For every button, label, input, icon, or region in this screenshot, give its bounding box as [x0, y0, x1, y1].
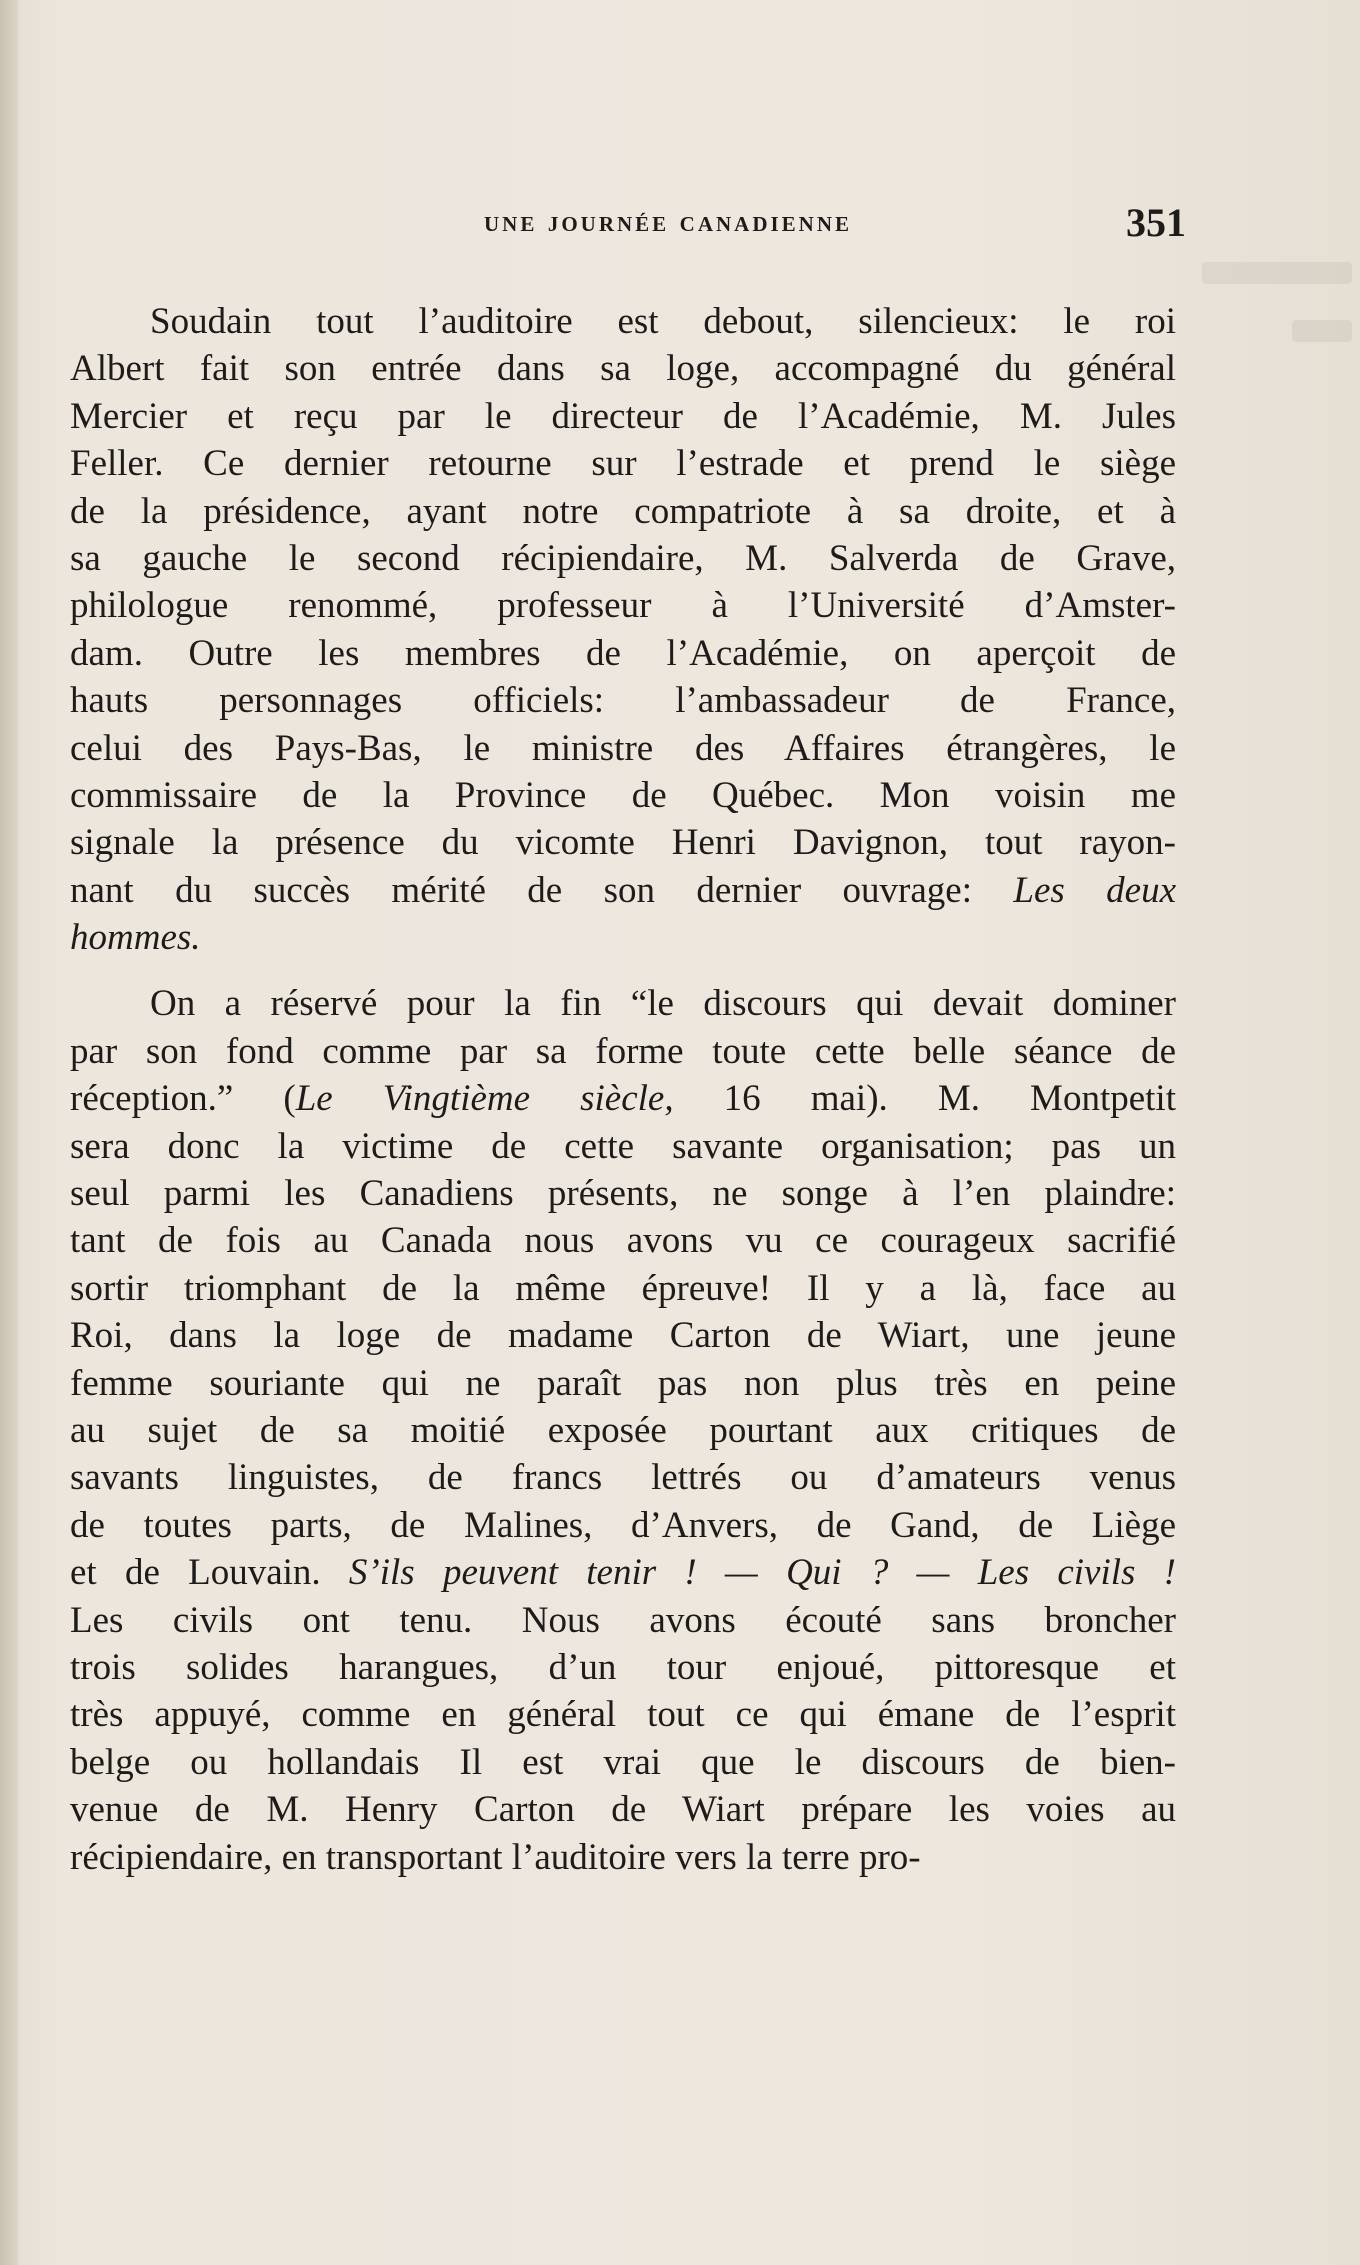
text-segment: commissaire de la Province de Québec. Mon voisin me: [70, 774, 1176, 816]
text-segment: nant du succès mérité de son dernier ouvrage:: [70, 869, 1014, 911]
text-segment: sera donc la victime de cette savante organisation; pas un: [70, 1125, 1176, 1167]
text-line: [70, 1691, 1176, 1738]
text-line: [70, 393, 1176, 440]
text-line: [70, 1644, 1176, 1691]
text-line: [70, 1028, 1176, 1075]
text-segment: seul parmi les Canadiens présents, ne songe à l’en plaindre:: [70, 1173, 1176, 1215]
text-segment: Mercier et reçu par le directeur de l’Académie, M. Jules: [70, 395, 1176, 437]
text-line: [70, 440, 1176, 487]
text-line: [70, 1123, 1176, 1170]
text-segment: de la présidence, ayant notre compatriote à sa droite, et à: [70, 490, 1176, 532]
text-line: [70, 1265, 1176, 1312]
text-segment: signale la présence du vicomte Henri Davignon, tout rayon-: [70, 822, 1176, 864]
text-line: [70, 1549, 1176, 1596]
text-segment: philologue renommé, professeur à l’Université d’Amster-: [70, 585, 1176, 627]
running-head: [150, 200, 1186, 255]
italic-text: hommes.: [70, 917, 201, 959]
text-line: [70, 1786, 1176, 1833]
show-through-mark: [1202, 262, 1352, 284]
text-segment: réception.” (: [70, 1078, 296, 1120]
text-line: [70, 914, 1176, 961]
text-segment: femme souriante qui ne paraît pas non plus très en peine: [70, 1362, 1176, 1404]
text-line: [70, 819, 1176, 866]
text-segment: tant de fois au Canada nous avons vu ce courageux sacrifié: [70, 1220, 1176, 1262]
text-segment: hauts personnages officiels: l’ambassadeur de France,: [70, 680, 1176, 722]
text-segment: Feller. Ce dernier retourne sur l’estrade et prend le siège: [70, 443, 1176, 485]
body-text: [70, 298, 1176, 1881]
text-segment: sa gauche le second récipiendaire, M. Salverda de Grave,: [70, 537, 1176, 579]
text-line: [70, 1597, 1176, 1644]
page-number: 351: [1126, 200, 1186, 245]
text-segment: Albert fait son entrée dans sa loge, accompagné du général: [70, 348, 1176, 390]
text-segment: 16 mai). M. Montpetit: [673, 1078, 1176, 1120]
text-line: [70, 1170, 1176, 1217]
text-segment: très appuyé, comme en général tout ce qui émane de l’esprit: [70, 1694, 1176, 1736]
text-line: [70, 980, 1176, 1027]
text-segment: de toutes parts, de Malines, d’Anvers, de Gand, de Liège: [70, 1504, 1176, 1546]
text-line: [70, 298, 1176, 345]
text-line: [70, 772, 1176, 819]
text-line: [70, 1502, 1176, 1549]
text-line: [70, 488, 1176, 535]
text-segment: au sujet de sa moitié exposée pourtant aux critiques de: [70, 1409, 1176, 1451]
text-segment: Les civils ont tenu. Nous avons écouté sans broncher: [70, 1599, 1176, 1641]
italic-text: S’ils peuvent tenir ! — Qui ? — Les civils !: [348, 1552, 1176, 1594]
text-segment: savants linguistes, de francs lettrés ou d’amateurs venus: [70, 1457, 1176, 1499]
text-line: [70, 1360, 1176, 1407]
text-line: [70, 1739, 1176, 1786]
text-line: [70, 1454, 1176, 1501]
text-line: [70, 582, 1176, 629]
text-line: [70, 535, 1176, 582]
running-title: une journée canadienne: [483, 205, 853, 238]
text-segment: dam. Outre les membres de l’Académie, on aperçoit de: [70, 632, 1176, 674]
text-segment: trois solides harangues, d’un tour enjoué, pittoresque et: [70, 1646, 1176, 1688]
italic-text: Les deux: [1013, 869, 1177, 911]
text-segment: et de Louvain.: [70, 1552, 349, 1594]
text-line: [70, 1217, 1176, 1264]
paragraph-gap: [70, 961, 1176, 980]
text-line: [70, 1834, 1176, 1881]
text-segment: Soudain tout l’auditoire est debout, silencieux: le roi: [150, 301, 1176, 342]
text-segment: belge ou hollandais Il est vrai que le discours de bien-: [70, 1741, 1176, 1783]
text-segment: celui des Pays-Bas, le ministre des Affaires étrangères, le: [70, 727, 1176, 769]
text-segment: récipiendaire, en transportant l’auditoire vers la terre pro-: [70, 1836, 921, 1878]
text-segment: Roi, dans la loge de madame Carton de Wiart, une jeune: [70, 1315, 1176, 1357]
text-line: [70, 630, 1176, 677]
text-line: [70, 345, 1176, 392]
text-segment: par son fond comme par sa forme toute cette belle séance de: [70, 1030, 1176, 1072]
paragraph: [70, 298, 1176, 961]
text-line: [70, 1075, 1176, 1122]
text-line: [70, 867, 1176, 914]
text-line: [70, 677, 1176, 724]
text-segment: On a réservé pour la fin “le discours qui devait dominer: [150, 983, 1176, 1025]
italic-text: Le Vingtième siècle,: [295, 1078, 674, 1120]
text-line: [70, 725, 1176, 772]
paragraph: [70, 980, 1176, 1880]
text-line: [70, 1312, 1176, 1359]
page-gutter-edge: [0, 0, 18, 2265]
text-segment: sortir triomphant de la même épreuve! Il y a là, face au: [70, 1267, 1176, 1309]
text-line: [70, 1407, 1176, 1454]
text-segment: venue de M. Henry Carton de Wiart prépare les voies au: [70, 1789, 1176, 1831]
show-through-mark: [1292, 320, 1352, 342]
